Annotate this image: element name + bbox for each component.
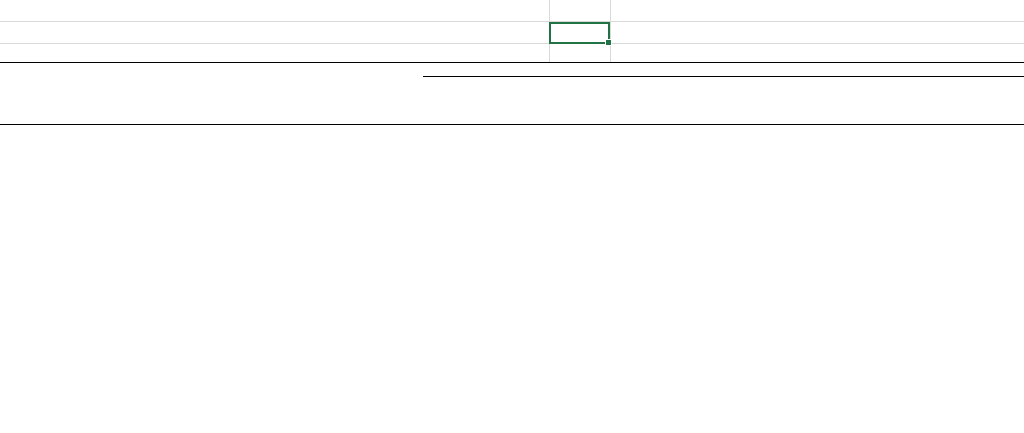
selected-cell[interactable]: [549, 22, 610, 44]
